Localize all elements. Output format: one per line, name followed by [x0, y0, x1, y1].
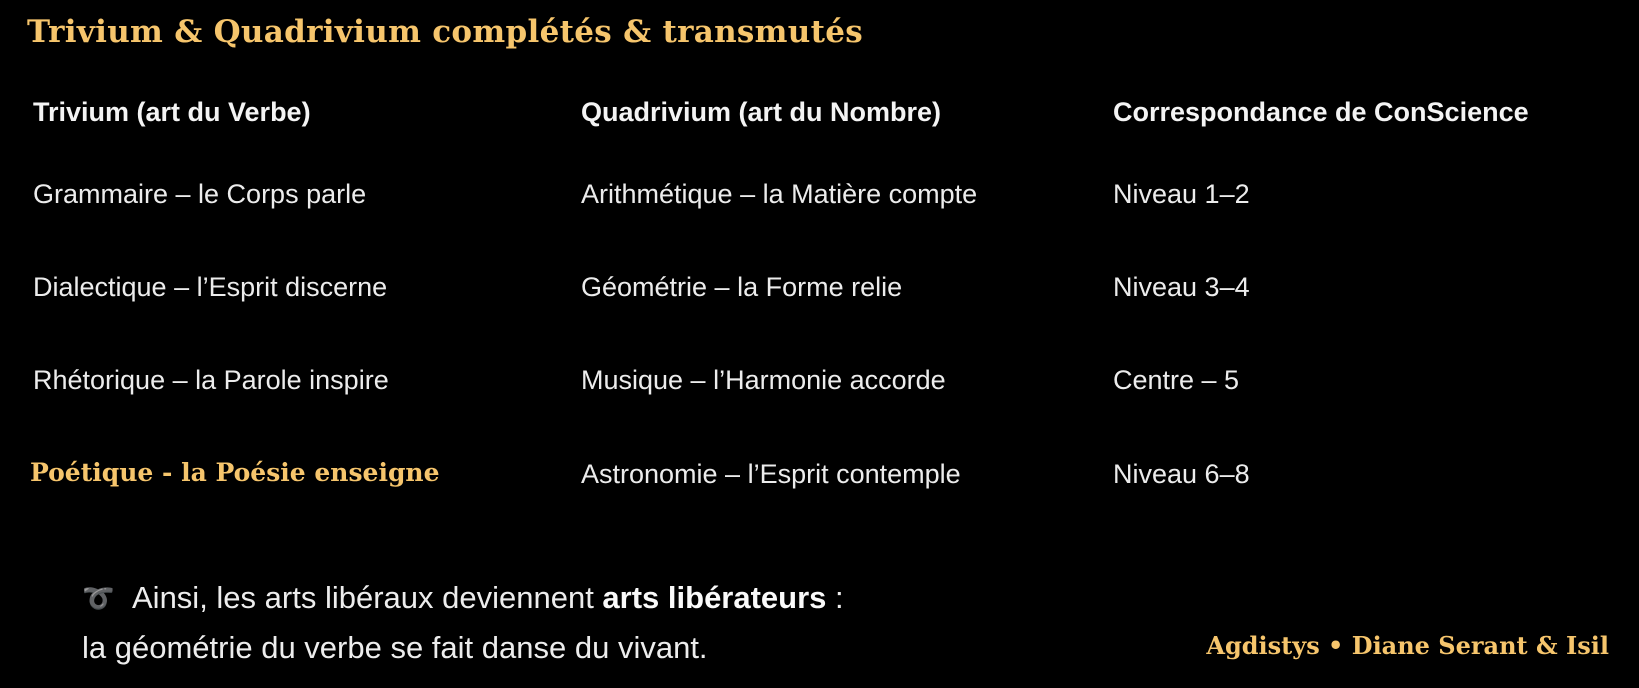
table-cell-correspondance-2: Niveau 3–4 — [1113, 272, 1250, 302]
table-cell-correspondance-1: Niveau 1–2 — [1113, 179, 1250, 209]
table-cell-quadrivium-2: Géométrie – la Forme relie — [581, 272, 903, 302]
table-cell-correspondance-4: Niveau 6–8 — [1113, 459, 1250, 489]
table-cell-trivium-4-highlight: Poétique - la Poésie enseigne — [30, 458, 440, 487]
table-cell-trivium-2: Dialectique – l’Esprit discerne — [33, 272, 388, 302]
curly-loop-icon: ➰ — [82, 583, 115, 613]
header-quadrivium: Quadrivium (art du Nombre) — [581, 97, 942, 127]
conclusion-emphasis: arts libérateurs — [602, 580, 827, 615]
conclusion-prefix: Ainsi, les arts libéraux deviennent — [132, 580, 603, 615]
page-title: Trivium & Quadrivium complétés & transmutés — [27, 14, 864, 50]
table-cell-correspondance-3: Centre – 5 — [1113, 365, 1240, 395]
table-cell-quadrivium-1: Arithmétique – la Matière compte — [581, 179, 978, 209]
signature: Agdistys • Diane Serant & Isil — [1206, 631, 1609, 660]
table-cell-trivium-3: Rhétorique – la Parole inspire — [33, 365, 389, 395]
conclusion-line-1 — [82, 573, 844, 623]
table-cell-trivium-1: Grammaire – le Corps parle — [33, 179, 367, 209]
conclusion-suffix: : — [826, 580, 844, 615]
header-correspondance: Correspondance de ConScience — [1113, 97, 1529, 127]
header-trivium: Trivium (art du Verbe) — [33, 97, 311, 127]
table-cell-quadrivium-3: Musique – l’Harmonie accorde — [581, 365, 946, 395]
table-cell-quadrivium-4: Astronomie – l’Esprit contemple — [581, 459, 961, 489]
conclusion-text — [82, 573, 844, 672]
conclusion-line-2: la géométrie du verbe se fait danse du vivant. — [82, 630, 708, 665]
